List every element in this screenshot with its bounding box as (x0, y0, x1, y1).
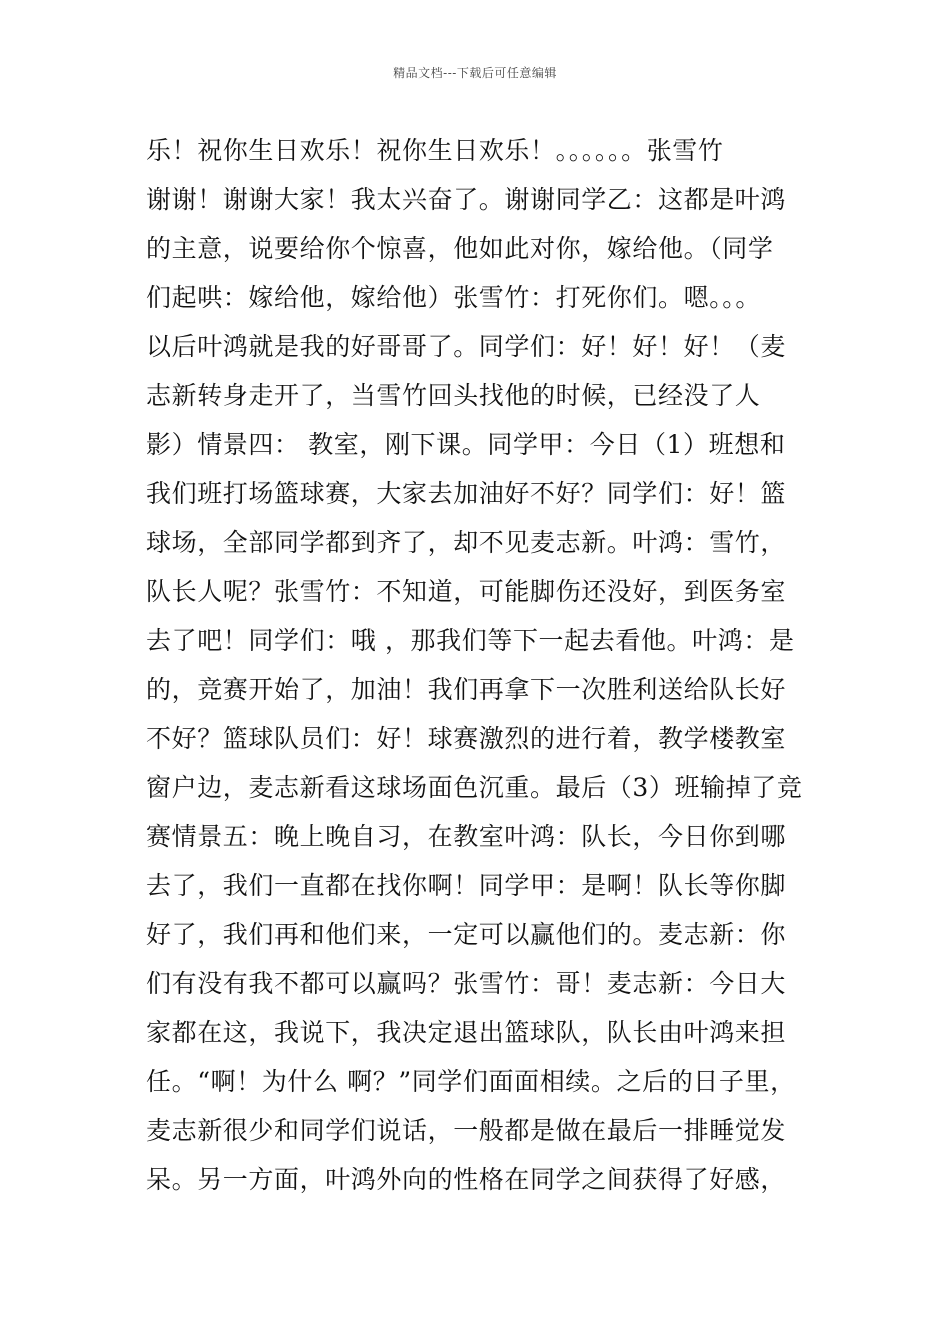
text-line: 的，竞赛开始了，加油！我们再拿下一次胜利送给队长好 (146, 675, 787, 704)
document-body (146, 126, 826, 1204)
text-line: 队长人呢？张雪竹：不知道，可能脚伤还没好，到医务室 (146, 577, 787, 606)
text-line: 呆。另一方面，叶鸿外向的性格在同学之间获得了好感， (146, 1165, 787, 1194)
text-line: 麦志新很少和同学们说话，一般都是做在最后一排睡觉发 (146, 1116, 787, 1145)
text-line: 家都在这，我说下，我决定退出篮球队，队长由叶鸿来担 (146, 1018, 787, 1047)
text-line: 任。“啊！为什么 啊？”同学们面面相续。之后的日子里， (146, 1067, 796, 1096)
text-line: 我们班打场篮球赛，大家去加油好不好？同学们：好！篮 (146, 479, 787, 508)
text-line: 球场，全部同学都到齐了，却不见麦志新。叶鸿：雪竹， (146, 528, 787, 557)
page-header: 精品文档---下载后可任意编辑 (393, 66, 557, 80)
text-line: 乐！祝你生日欢乐！祝你生日欢乐！。。。。。。张雪竹 (146, 136, 724, 165)
text-line: 不好？篮球队员们：好！球赛激烈的进行着，教学楼教室 (146, 724, 787, 753)
text-line: 们起哄：嫁给他，嫁给他）张雪竹：打死你们。嗯。。。 (146, 283, 762, 312)
text-line: 的主意，说要给你个惊喜，他如此对你，嫁给他。（同学 (146, 234, 774, 263)
text-line: 好了，我们再和他们来，一定可以赢他们的。麦志新：你 (146, 920, 787, 949)
text-line: 去了吧！同学们：哦 ，那我们等下一起去看他。叶鸿：是 (146, 626, 795, 655)
text-line: 影）情景四： 教室，刚下课。同学甲：今日（1）班想和 (146, 430, 786, 459)
text-line: 去了，我们一直都在找你啊！同学甲：是啊！队长等你脚 (146, 871, 787, 900)
text-line: 志新转身走开了，当雪竹回头找他的时候，已经没了人 (146, 381, 761, 410)
text-line: 窗户边，麦志新看这球场面色沉重。最后（3）班输掉了竞 (146, 773, 803, 802)
text-line: 以后叶鸿就是我的好哥哥了。同学们：好！好！好！（麦 (146, 332, 787, 361)
text-line: 们有没有我不都可以赢吗？张雪竹：哥！麦志新：今日大 (146, 969, 787, 998)
text-line: 谢谢！谢谢大家！我太兴奋了。谢谢同学乙：这都是叶鸿 (146, 185, 787, 214)
text-line: 赛情景五：晚上晚自习，在教室叶鸿：队长，今日你到哪 (146, 822, 787, 851)
